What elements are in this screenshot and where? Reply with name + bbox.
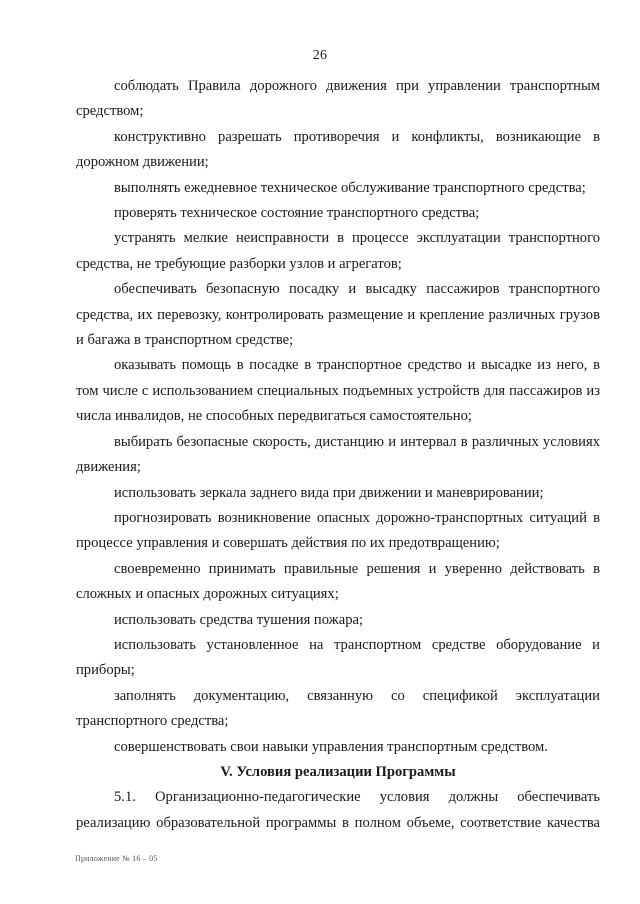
list-item: прогнозировать возникновение опасных дорожно-транспортных ситуаций в процессе управления и совершать действия по их предотвращению; [76, 509, 600, 552]
list-item: использовать средства тушения пожара; [114, 611, 364, 628]
list-item: соблюдать Правила дорожного движения при управлении транспортным средством; [76, 78, 600, 120]
list-item: выбирать безопасные скорость, дистанцию и интервал в различных условиях движения; [76, 433, 600, 476]
list-item: устранять мелкие неисправности в процессе эксплуатации транспортного средства, не требующие разборки узлов и агрегатов; [76, 230, 600, 272]
list-item: обеспечивать безопасную посадку и высадку пассажиров транспортного средства, их перевозку, контролировать размещение и крепление различных грузов и багажа в транспортном средстве; [76, 281, 600, 349]
list-item: заполнять документацию, связанную со спецификой эксплуатации транспортного средства; [76, 687, 600, 730]
list-item: совершенствовать свои навыки управления транспортным средством. [114, 738, 548, 755]
list-item: использовать установленное на транспортном средстве оборудование и приборы; [76, 636, 600, 679]
list-item: использовать зеркала заднего вида при движении и маневрировании; [114, 484, 544, 501]
page-number: 26 [312, 48, 328, 63]
list-item: проверять техническое состояние транспортного средства; [114, 205, 480, 222]
list-item: выполнять ежедневное техническое обслуживание транспортного средства; [114, 179, 586, 196]
section-paragraph: 5.1. Организационно-педагогические условия должны обеспечивать реализацию образовательной программы в полном объеме, соответствие качества [76, 789, 600, 831]
list-item: своевременно принимать правильные решения и уверенно действовать в сложных и опасных дорожных ситуациях; [76, 560, 600, 603]
list-item: оказывать помощь в посадке в транспортное средство и высадке из него, в том числе с использованием специальных подъемных устройств для пассажиров из числа инвалидов, не способных передвигаться самостоятельно; [76, 357, 600, 425]
list-item: конструктивно разрешать противоречия и конфликты, возникающие в дорожном движении; [76, 128, 600, 171]
section-heading: V. Условия реализации Программы [220, 763, 456, 780]
document-body [76, 74, 600, 836]
footer-note: Приложение № 16 – 05 [75, 854, 158, 863]
